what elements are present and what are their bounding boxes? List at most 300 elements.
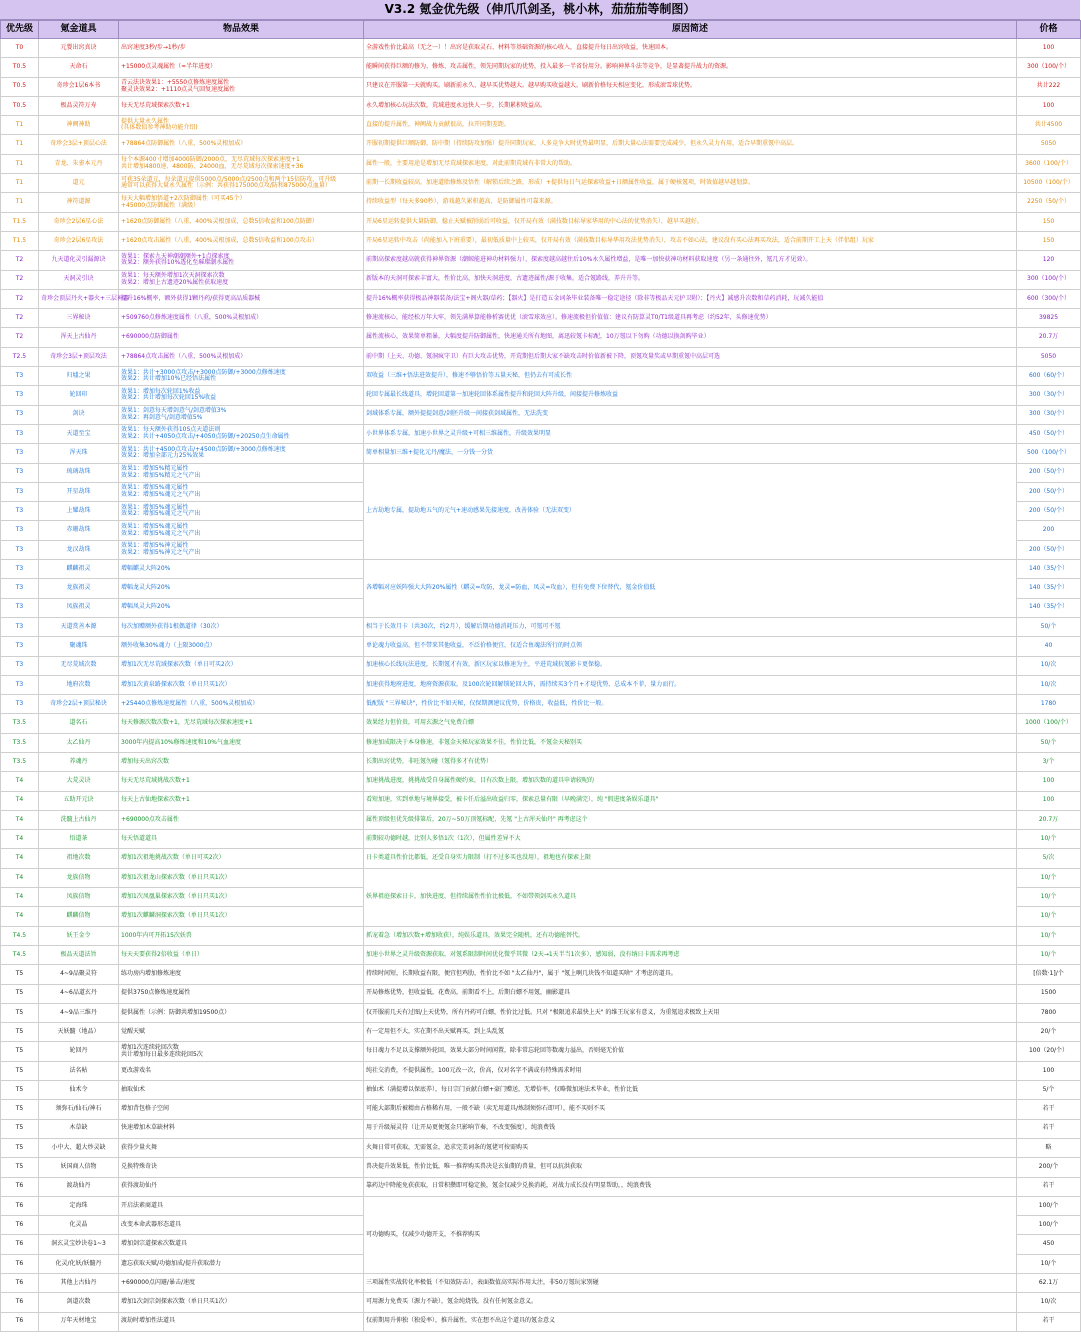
price-cell: 若干 xyxy=(1017,1177,1081,1196)
item-cell: 太乙仙丹 xyxy=(39,733,119,752)
item-cell: 道元 xyxy=(39,174,119,193)
effect-cell: 抽取仙术 xyxy=(119,1081,364,1100)
price-cell: 若干 xyxy=(1017,1100,1081,1119)
tier-cell: T0.5 xyxy=(1,96,39,115)
price-cell: 150 xyxy=(1017,212,1081,231)
item-cell: 元婴出窍真诀 xyxy=(39,39,119,58)
price-cell: 300（100/个） xyxy=(1017,58,1081,77)
item-cell: 定海珠 xyxy=(39,1196,119,1215)
item-cell: 奇珍会1层6本书 xyxy=(39,77,119,96)
tier-cell: T4 xyxy=(1,888,39,907)
table-row xyxy=(1,965,1081,984)
reason-cell: 日卡类道具性价比都低，还受自身实力限制（打不过多买也没用），祖地也有探索上限 xyxy=(364,849,1017,868)
table-row xyxy=(1,733,1081,752)
effect-cell: 增加1次祖龙山探索次数（单日只买1次） xyxy=(119,868,364,887)
effect-cell: 额外收集30%魂力（上限3000点） xyxy=(119,637,364,656)
tier-cell: T5 xyxy=(1,1023,39,1042)
table-row xyxy=(1,945,1081,964)
effect-cell: 获得渡劫仙丹 xyxy=(119,1177,364,1196)
table-row xyxy=(1,1293,1081,1312)
effect-cell: 改变本命武器形态道具 xyxy=(119,1216,364,1235)
price-cell: 10/个 xyxy=(1017,1254,1081,1273)
tier-cell: T2 xyxy=(1,328,39,347)
effect-cell: +690000点闪避/暴击/速度 xyxy=(119,1274,364,1293)
reason-cell: 抓宠着急（增加次数+增加收获），纯娱乐道具，效果完全随机，还有功德能替代。 xyxy=(364,926,1017,945)
item-cell: 极品天道法旨 xyxy=(39,945,119,964)
tier-cell: T5 xyxy=(1,1138,39,1157)
price-cell: 200（50/个） xyxy=(1017,502,1081,521)
item-cell: 渡劫仙丹 xyxy=(39,1177,119,1196)
tier-cell: T3 xyxy=(1,444,39,463)
item-cell: 神符道源 xyxy=(39,193,119,212)
tier-cell: T1 xyxy=(1,116,39,135)
effect-cell: 效果1：探索九天神潮潮额外+1点探索度 效果2：额外获得10%透化至璀璨潮水属性 xyxy=(119,251,364,270)
item-cell: 地府次数 xyxy=(39,675,119,694)
table-row xyxy=(1,617,1081,636)
table-row xyxy=(1,772,1081,791)
effect-cell: 增幅麒灵大阵20% xyxy=(119,560,364,579)
price-cell: 1780 xyxy=(1017,695,1081,714)
price-cell: 1000（100/个） xyxy=(1017,714,1081,733)
price-cell: 10/个 xyxy=(1017,830,1081,849)
item-cell: 养魂丹 xyxy=(39,752,119,771)
effect-cell: +690000点防御属性 xyxy=(119,328,364,347)
table-row xyxy=(1,984,1081,1003)
price-cell: 100 xyxy=(1017,791,1081,810)
table-row xyxy=(1,1023,1081,1042)
reason-cell: 靠药边中降能免获获取，日常积攒即可稳定换，氪金仅减少兑换消耗，对战力成长没有明显帮助，，纯浪费钱 xyxy=(364,1177,1017,1196)
table-row xyxy=(1,868,1081,887)
tier-cell: T6 xyxy=(1,1196,39,1215)
effect-cell: +690000点攻击属性 xyxy=(119,810,364,829)
table-row xyxy=(1,1119,1081,1138)
header-reason: 原因简述 xyxy=(364,21,1017,39)
price-cell: 600（300/个） xyxy=(1017,289,1081,308)
table-row xyxy=(1,135,1081,154)
price-cell: 140（35/个） xyxy=(1017,579,1081,598)
table-row xyxy=(1,463,1081,482)
tier-cell: T3 xyxy=(1,598,39,617)
tier-cell: T3 xyxy=(1,424,39,443)
effect-cell: 更改游戏名 xyxy=(119,1061,364,1080)
effect-cell: 效果1：每天额外获得10S点天道法则 效果2：共计+4050点攻击/+4050点防御/+20250点生命属性 xyxy=(119,424,364,443)
effect-cell: 效果1：增加5%魂元属性 效果2：增加5%魂元之气产出 xyxy=(119,482,364,501)
item-cell: 4~6品道玄丹 xyxy=(39,984,119,1003)
reason-cell: 前中期（上天、功德、氪洞疯守卫）有巨大攻击优势，开荒期但后期大家不缺攻击时价值新被下降，顶氪攻量奖或早期重氪中高层可选 xyxy=(364,347,1017,366)
item-cell: 龙族祖灵 xyxy=(39,579,119,598)
effect-cell: 快速增加木草缺材料 xyxy=(119,1119,364,1138)
table-row xyxy=(1,791,1081,810)
tier-cell: T1.5 xyxy=(1,231,39,250)
price-cell: 100 xyxy=(1017,1061,1081,1080)
price-cell: 300（30/个） xyxy=(1017,386,1081,405)
reason-cell: 前期一长期收益较高，加速道胎修炼及悟性（解锁后续之路，形成）+提供每日气运探索收益+日额属性收益，属于硬核氪项，时效值越早越划算。 xyxy=(364,174,1017,193)
reason-cell: 属性顶级但优先级排第后，20万~50万顶氪标配，先氪 "上古浑天仙丹" 再考虑这个 xyxy=(364,810,1017,829)
item-cell: 天道至宝 xyxy=(39,424,119,443)
effect-cell: 每天大幅增加悟道+2次防御属性（可买45个） +45000点防御属性（满级） xyxy=(119,193,364,212)
table-row xyxy=(1,289,1081,308)
table-row xyxy=(1,1274,1081,1293)
effect-cell: +15000点灵魂属性（≈半年进度） xyxy=(119,58,364,77)
effect-cell: 开启法素商道具 xyxy=(119,1196,364,1215)
tier-cell: T0 xyxy=(1,39,39,58)
tier-cell: T4 xyxy=(1,791,39,810)
effect-cell: +1620点攻击属性（八重，400%灵根加成，总数5倍收益和100点攻击） xyxy=(119,231,364,250)
price-cell: 1500 xyxy=(1017,984,1081,1003)
reason-cell: 可用源力免费买（源力不缺），氪金纯烧钱，没有任何氪金意义。 xyxy=(364,1293,1017,1312)
price-cell: 10/次 xyxy=(1017,675,1081,694)
item-cell: 万年天材地宝 xyxy=(39,1312,119,1331)
tier-cell: T6 xyxy=(1,1254,39,1273)
tier-cell: T3 xyxy=(1,521,39,540)
item-cell: 极品灵符万寿 xyxy=(39,96,119,115)
reason-cell: 属性一般，主要用途是增加无尽荒域探索速度，对此前期荒域有非常大的帮助。 xyxy=(364,154,1017,173)
price-cell: 3/个 xyxy=(1017,752,1081,771)
effect-cell: 增加1次黄泉路探索次数（单日只买1次） xyxy=(119,675,364,694)
tier-cell: T5 xyxy=(1,1042,39,1061)
table-row xyxy=(1,1138,1081,1157)
price-cell: 10/个 xyxy=(1017,926,1081,945)
tier-cell: T3 xyxy=(1,637,39,656)
table-row xyxy=(1,714,1081,733)
tier-cell: T3 xyxy=(1,656,39,675)
table-row xyxy=(1,270,1081,289)
reason-cell: 直接的提升属性，神阙战力贡献很高，拉开同期差距。 xyxy=(364,116,1017,135)
price-cell: 100 xyxy=(1017,772,1081,791)
tier-cell: T5 xyxy=(1,984,39,1003)
price-cell: 150 xyxy=(1017,231,1081,250)
tier-cell: T5 xyxy=(1,1158,39,1177)
item-cell: 木草缺 xyxy=(39,1119,119,1138)
effect-cell: 增幅凤灵大阵20% xyxy=(119,598,364,617)
item-cell: 归墟之果 xyxy=(39,367,119,386)
reason-cell: 开局修炼优势，但收益低，花费高，前期看不上，后期白嫖不用氪，幽影道具 xyxy=(364,984,1017,1003)
item-cell: 麒麟信物 xyxy=(39,907,119,926)
item-cell: 浑天珠 xyxy=(39,444,119,463)
reason-cell: 仅前期用升伸独（独爱率），推升属性，实在想不出这个道具的氪金意义 xyxy=(364,1312,1017,1331)
effect-cell: 每天悟道道具 xyxy=(119,830,364,849)
table-row xyxy=(1,752,1081,771)
reason-cell: 三项属性实战转化率极低（不知效防击），表面数值高实际作用太注，非50万氪玩家别碰 xyxy=(364,1274,1017,1293)
reason-cell: 提升16%概率获得极品神器装备/法宝+阁火器/草药；【器火】是打造五金词条毕业装备唯一稳定途径（除非等极品天元护卫附）；【丹火】减感升次数和草药消耗，玩减久能值 xyxy=(364,289,1017,308)
reason-cell: 火舞日常可获取，无需氪金，追求完美词条的氪佬可按需购买 xyxy=(364,1138,1017,1157)
effect-cell: 效果1：增加5%精元属性 效果2：增加5%精元之气产出 xyxy=(119,463,364,482)
table-row xyxy=(1,810,1081,829)
reason-cell: 长期出窍优势，非旺氪勿碰（氪得多才有优势） xyxy=(364,752,1017,771)
table-row xyxy=(1,1042,1081,1061)
item-cell: 凤族信物 xyxy=(39,888,119,907)
reason-cell: 简单相量加三维+提化元丹/魔法，一分钱一分货 xyxy=(364,444,1017,463)
price-cell: 10/个 xyxy=(1017,907,1081,926)
header-row xyxy=(1,21,1081,39)
table-row xyxy=(1,1100,1081,1119)
table-row xyxy=(1,174,1081,193)
price-cell: 10/次 xyxy=(1017,656,1081,675)
tier-cell: T3 xyxy=(1,386,39,405)
price-cell: 39825 xyxy=(1017,309,1081,328)
effect-cell: 增幅龙灵大阵20% xyxy=(119,579,364,598)
effect-cell: 增加每天出窍次数 xyxy=(119,752,364,771)
effect-cell: 每次加赠额外获得1根偶道律（30次） xyxy=(119,617,364,636)
item-cell: 麒麟祖灵 xyxy=(39,560,119,579)
price-cell: 10/次 xyxy=(1017,1293,1081,1312)
table-row xyxy=(1,251,1081,270)
item-cell: 天道赏善本源 xyxy=(39,617,119,636)
table-row xyxy=(1,193,1081,212)
price-cell: 50/个 xyxy=(1017,733,1081,752)
price-cell: 62.1万 xyxy=(1017,1274,1081,1293)
price-cell: 200（50/个） xyxy=(1017,540,1081,559)
priority-table xyxy=(0,20,1081,1332)
table-row xyxy=(1,1312,1081,1331)
reason-cell: 开局6星运转提供大量防御，稳止天赋被削弱后可收益，仅开局有效（满技数目标导家华用的中心法的优势消失），越早买越好。 xyxy=(364,212,1017,231)
price-cell: 200（50/个） xyxy=(1017,482,1081,501)
item-cell: 天洞灵引诀 xyxy=(39,270,119,289)
tier-cell: T3 xyxy=(1,540,39,559)
tier-cell: T3 xyxy=(1,617,39,636)
item-cell: 天命石 xyxy=(39,58,119,77)
price-cell: 共计4500 xyxy=(1017,116,1081,135)
tier-cell: T2 xyxy=(1,309,39,328)
price-cell: 若干 xyxy=(1017,1119,1081,1138)
reason-cell: 低配版 "三界秘诀"，性价比不如天秘，仅保期测建议优势，价格贵，收益低，性价比一般。 xyxy=(364,695,1017,714)
effect-cell: 效果1：共计+4500点攻击/+4500点防御/+3000点修炼速度 效果2：增加全部元力25%效果 xyxy=(119,444,364,463)
tier-cell: T4 xyxy=(1,830,39,849)
tier-cell: T2.5 xyxy=(1,347,39,366)
tier-cell: T5 xyxy=(1,965,39,984)
reason-cell: 全游戏性价比最高（无之一）！出窍是获取灵石、材料等基础资源的核心收入，直接提升每日出窍收益，快速回本。 xyxy=(364,39,1017,58)
table-row xyxy=(1,328,1081,347)
table-row xyxy=(1,212,1081,231)
effect-cell: 青云法诀效果1：+5550点修炼速度属性 聚灵诀效果2：+1110点灵气回复速度属性 xyxy=(119,77,364,96)
price-cell: 10/个 xyxy=(1017,945,1081,964)
reason-cell: 上古劫地专属，提劫地五气的元气+速动感果先接速度，改善体验（无法双变） xyxy=(364,463,1017,559)
tier-cell: T4.5 xyxy=(1,926,39,945)
effect-cell: 每个本源400寸增加4000防御/2000点，无尽荒域每次探索速度+1 共计增加4800速、4800防、24000血，无尽荒域每次探索速度+36 xyxy=(119,154,364,173)
effect-cell: 提供3750点修炼速度属性 xyxy=(119,984,364,1003)
table-row xyxy=(1,560,1081,579)
price-cell: 200/个 xyxy=(1017,1158,1081,1177)
table-row xyxy=(1,1158,1081,1177)
tier-cell: T3 xyxy=(1,405,39,424)
table-row xyxy=(1,849,1081,868)
tier-cell: T4 xyxy=(1,810,39,829)
effect-cell: 效果1：增加5%魂元属性 效果2：增加5%魂元之气产出 xyxy=(119,521,364,540)
table-row xyxy=(1,405,1081,424)
item-cell: 悟道茶 xyxy=(39,830,119,849)
effect-cell: 3000年内提高10%修炼速度和10%气血速度 xyxy=(119,733,364,752)
reason-cell: 可能大部期后被精由占格稀有用，一般不缺（卖无用道具/炼制须弥石即可），能不买则不买 xyxy=(364,1100,1017,1119)
tier-cell: T1 xyxy=(1,154,39,173)
price-cell: 100 xyxy=(1017,39,1081,58)
reason-cell: 相当于长效月卡（共30次，约2月），缓解后期功德消耗压力，可氪可不氪 xyxy=(364,617,1017,636)
price-cell: 20.7万 xyxy=(1017,810,1081,829)
reason-cell: 单论魂力收益高，但不带来其他收益，不泛价格便宜，仅适合鱼魂法所行的时点领 xyxy=(364,637,1017,656)
effect-cell: 效果1：增加每次轮回1%收益 效果2：共计增加每次轮回15%收益 xyxy=(119,386,364,405)
tier-cell: T5 xyxy=(1,1003,39,1022)
price-cell: 200（50/个） xyxy=(1017,463,1081,482)
reason-cell: 能瞬间获得巨额的修为、修炼、攻击属性，领先同期玩家的优势，投入最多一半省份用分。影响神界斗法等竞争，是显著提升战力的资源。 xyxy=(364,58,1017,77)
table-row xyxy=(1,926,1081,945)
header-price: 价格 xyxy=(1017,21,1081,39)
price-cell: 200 xyxy=(1017,521,1081,540)
price-cell: 120 xyxy=(1017,251,1081,270)
item-cell: 九天道化灵引漏源诀 xyxy=(39,251,119,270)
item-cell: 其他上古仙丹 xyxy=(39,1274,119,1293)
effect-cell: 1000年内可开拓15次妖兽 xyxy=(119,926,364,945)
tier-cell: T1.5 xyxy=(1,212,39,231)
item-cell: 五助开元诀 xyxy=(39,791,119,810)
tier-cell: T0.5 xyxy=(1,77,39,96)
reason-cell: 加速挑战进度，挑挑战受自身属性硬约束，目有次数上限，增加次数的道具申请较呢的 xyxy=(364,772,1017,791)
item-cell: 三界秘诀 xyxy=(39,309,119,328)
table-row xyxy=(1,386,1081,405)
tier-cell: T5 xyxy=(1,1081,39,1100)
price-cell: 40 xyxy=(1017,637,1081,656)
price-cell: 3600（100/个） xyxy=(1017,154,1081,173)
reason-cell: 前期高探索度越高就获得神界资源（潮鲸能进神功材料强力）、探索度越高越往后10%永久属性增益，是唯一加快获神功材料获取速度（另一条通往外，氪几方才见效）。 xyxy=(364,251,1017,270)
price-cell: 300（30/个） xyxy=(1017,405,1081,424)
tier-cell: T6 xyxy=(1,1312,39,1331)
tier-cell: T5 xyxy=(1,1119,39,1138)
price-cell: 50/个 xyxy=(1017,617,1081,636)
effect-cell: 提供属性（示例：防御共增加19500点） xyxy=(119,1003,364,1022)
item-cell: 上耀劫珠 xyxy=(39,502,119,521)
reason-cell: 轮回专属最长线道具，增轮回道第一加速轮回体系属性提升和轮回大阵升级，间接提升修炼收益 xyxy=(364,386,1017,405)
reason-cell: 加速获得地府进度，地府资源获取，及100次轮回解锁轮回大阵，需持续买3个月+才堤优势，总成本不菲，量力而行。 xyxy=(364,675,1017,694)
effect-cell: 遗忘获取天赋/功德加成/提升获取潜力 xyxy=(119,1254,364,1273)
reason-cell: 剑域体系专属，额外提提剑意/剑胚升级一间接获剑域属性，无法洗变 xyxy=(364,405,1017,424)
tier-cell: T3 xyxy=(1,695,39,714)
effect-cell: +25440点修炼速度属性（八重，500%灵根加成） xyxy=(119,695,364,714)
tier-cell: T5 xyxy=(1,1100,39,1119)
price-cell: 450 xyxy=(1017,1235,1081,1254)
effect-cell: 增加1次凤凰巢探索次数（单日只买1次） xyxy=(119,888,364,907)
item-cell: 赤珊劫珠 xyxy=(39,521,119,540)
effect-cell: 增加1次祖地挑战次数（单日可买2次） xyxy=(119,849,364,868)
header-tier: 优先级 xyxy=(1,21,39,39)
price-cell: 140（35/个） xyxy=(1017,598,1081,617)
item-cell: 轮回印 xyxy=(39,386,119,405)
tier-cell: T1 xyxy=(1,193,39,212)
effect-cell: 增加1次连续轮回次数 共计增加每日最多连续轮回5次 xyxy=(119,1042,364,1061)
item-cell: 奇珍会顶层丹火+器火+三层神器 xyxy=(39,289,119,308)
reason-cell: 小世界体系专属，加速小世界之灵升级+可相三维属性，升级效果明显 xyxy=(364,424,1017,443)
item-cell: 洗髓上古仙丹 xyxy=(39,810,119,829)
table-row xyxy=(1,695,1081,714)
item-cell: 奇珍会2层6星心法 xyxy=(39,212,119,231)
effect-cell: 练功房内增加修炼速度 xyxy=(119,965,364,984)
tier-cell: T5 xyxy=(1,1061,39,1080)
reason-cell: 属性流核心，效果简单粗暴，大幅度提升防御属性，快速通关所有地图，离迅较氪卡标配，10万氪以下勿购（功德以换剑购毕业） xyxy=(364,328,1017,347)
item-cell: 道名石 xyxy=(39,714,119,733)
effect-cell: 效果1：增加5%神元属性 效果2：增加5%神元之气产出 xyxy=(119,540,364,559)
price-cell: 10/个 xyxy=(1017,888,1081,907)
tier-cell: T6 xyxy=(1,1293,39,1312)
tier-cell: T3 xyxy=(1,560,39,579)
price-cell: 5050 xyxy=(1017,347,1081,366)
tier-cell: T4 xyxy=(1,907,39,926)
tier-cell: T4.5 xyxy=(1,945,39,964)
price-cell: 500（100/个） xyxy=(1017,444,1081,463)
effect-cell: 觉醒天赋 xyxy=(119,1023,364,1042)
price-cell: 5/次 xyxy=(1017,849,1081,868)
reason-cell: 开服初期提供巨额防御，防中期（持续防攻加强）提升同期玩家，人多竞争大时优势最明显，后期大量心法需要完成减少，但永久灵力有用，适合早期重氪中高层。 xyxy=(364,135,1017,154)
item-cell: 奇珍会3层+顶层心法 xyxy=(39,135,119,154)
item-cell: 奇珍会2层6星攻法 xyxy=(39,231,119,250)
effect-cell: 增加背包格子空间 xyxy=(119,1100,364,1119)
effect-cell: 每天上古仙地探索次数+1 xyxy=(119,791,364,810)
tier-cell: T6 xyxy=(1,1177,39,1196)
header-effect: 物品效果 xyxy=(119,21,364,39)
price-cell: 5050 xyxy=(1017,135,1081,154)
reason-cell: 效果经力但价贵，可用玄源之气免费白嫖 xyxy=(364,714,1017,733)
effect-cell: 每天无尽荒域挑战次数+1 xyxy=(119,772,364,791)
item-cell: 祖地次数 xyxy=(39,849,119,868)
item-cell: 青龙、朱雀本元丹 xyxy=(39,154,119,173)
item-cell: 浑天上古仙丹 xyxy=(39,328,119,347)
reason-cell: 仅开服前几天有过图/上天优势，所有丹药可白嫖，性价比过低。只对 "极限追求最快上天" 的维王玩家有意义，为重氪追求极致上天用 xyxy=(364,1003,1017,1022)
effect-cell: 每天天要获得2倍收益（单日） xyxy=(119,945,364,964)
effect-cell: 渡劫时增加性法道具 xyxy=(119,1312,364,1331)
reason-cell: 持续收益型（每天多90秒），游戏越久累积越高，是防御属性可靠来源。 xyxy=(364,193,1017,212)
reason-cell: 前期较功德时越，比别人多悟1次（1次），但属性差异不大 xyxy=(364,830,1017,849)
tier-cell: T2 xyxy=(1,289,39,308)
tier-cell: T3 xyxy=(1,502,39,521)
item-cell: 凤族祖灵 xyxy=(39,598,119,617)
price-cell: 100/个 xyxy=(1017,1216,1081,1235)
reason-cell: 抽仙术（满提增以保底养），每日宗门贡献白嫖+豪门赠送，无增倍率，仅略微加速法术毕业，性价比低 xyxy=(364,1081,1017,1100)
reason-cell: 纯社交消费，不提供属性，100元改一次，价高，仅对名字不满或有特殊需求时用 xyxy=(364,1061,1017,1080)
price-cell: 20.7万 xyxy=(1017,328,1081,347)
item-cell: 妖国商人信物 xyxy=(39,1158,119,1177)
effect-cell: 每天无尽荒域探索次数+1 xyxy=(119,96,364,115)
table-row xyxy=(1,39,1081,58)
tier-cell: T3.5 xyxy=(1,714,39,733)
tier-cell: T0.5 xyxy=(1,58,39,77)
effect-cell: 效果1：增加5%魂元属性 效果2：增加5%魂元之气产出 xyxy=(119,502,364,521)
table-row xyxy=(1,1081,1081,1100)
reason-cell: 修速流核心，能经松万年大牢，领先满界算能修析赛优优（滚雪球效应）。修速流极但价值值：建议有防算灵T0/T1级道具再考虑（约52年，头修速优势） xyxy=(364,309,1017,328)
table-body xyxy=(1,39,1081,1332)
item-cell: 大荒灵诀 xyxy=(39,772,119,791)
reason-cell: 妖界祖庭探索日卡，加快进度，但持续属性性价比极低，不如带领剑买永久道具 xyxy=(364,868,1017,926)
item-cell: 剑道次数 xyxy=(39,1293,119,1312)
effect-cell: +509760点修炼速度属性（八重，500%灵根加成） xyxy=(119,309,364,328)
item-cell: 神阙神助 xyxy=(39,116,119,135)
table-row xyxy=(1,96,1081,115)
price-cell: 100（20/个） xyxy=(1017,1042,1081,1061)
price-cell: 100/个 xyxy=(1017,1196,1081,1215)
price-cell: 10500（100/个） xyxy=(1017,174,1081,193)
item-cell: 奇珍会3层+顶层攻法 xyxy=(39,347,119,366)
price-cell: 7800 xyxy=(1017,1003,1081,1022)
item-cell: 轮回丹 xyxy=(39,1042,119,1061)
table-row xyxy=(1,367,1081,386)
price-cell: [倍数·1]/个 xyxy=(1017,965,1081,984)
table-row xyxy=(1,1003,1081,1022)
item-cell: 无尽荒域次数 xyxy=(39,656,119,675)
item-cell: 须弥石/仙石/神石 xyxy=(39,1100,119,1119)
header-item: 氪金道具 xyxy=(39,21,119,39)
price-cell: 10/个 xyxy=(1017,868,1081,887)
reason-cell: 用于升级展灵符（让开局更便氪金只影响节奏，不改变强度），纯浪费钱 xyxy=(364,1119,1017,1138)
item-cell: 4~9品三维丹 xyxy=(39,1003,119,1022)
table-row xyxy=(1,1061,1081,1080)
reason-cell: 永久增加核心玩法次数，荒域进度永远快人一步，长期累积收益高。 xyxy=(364,96,1017,115)
item-cell: 天妖髓（地品） xyxy=(39,1023,119,1042)
table-row xyxy=(1,347,1081,366)
